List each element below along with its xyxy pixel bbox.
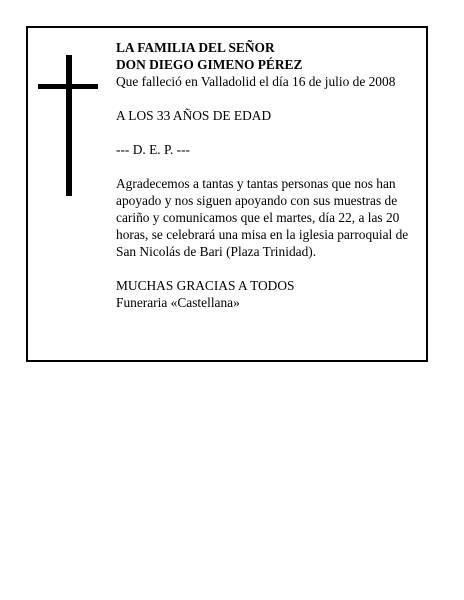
cross-horizontal-bar: [38, 84, 98, 89]
spacer: [116, 90, 418, 107]
message-line: apoyado y nos siguen apoyando con sus muestras de: [116, 193, 398, 208]
age-line: A LOS 33 AÑOS DE EDAD: [116, 108, 272, 123]
funeral-home-line: Funeraria «Castellana»: [116, 295, 240, 310]
message-line: Agradecemos a tantas y tantas personas que nos han: [116, 176, 396, 191]
message-line: cariño y comunicamos que el martes, día 22, a las 20: [116, 210, 400, 225]
spacer: [116, 260, 418, 277]
rip-line: --- D. E. P. ---: [116, 142, 191, 157]
death-date-line: Que falleció en Valladolid el día 16 de julio de 2008: [116, 74, 396, 89]
notice-heading-deceased: DON DIEGO GIMENO PÉREZ: [116, 57, 303, 72]
thanks-line: MUCHAS GRACIAS A TODOS: [116, 278, 295, 293]
spacer: [116, 124, 418, 141]
cross-vertical-bar: [66, 55, 72, 196]
notice-text: [116, 39, 418, 311]
spacer: [116, 158, 418, 175]
thanks-message: [116, 175, 418, 260]
message-line: San Nicolás de Bari (Plaza Trinidad).: [116, 244, 317, 259]
message-line: horas, se celebrará una misa en la iglesia parroquial de: [116, 227, 409, 242]
notice-heading-family: LA FAMILIA DEL SEÑOR: [116, 40, 275, 55]
obituary-notice: [26, 26, 428, 362]
